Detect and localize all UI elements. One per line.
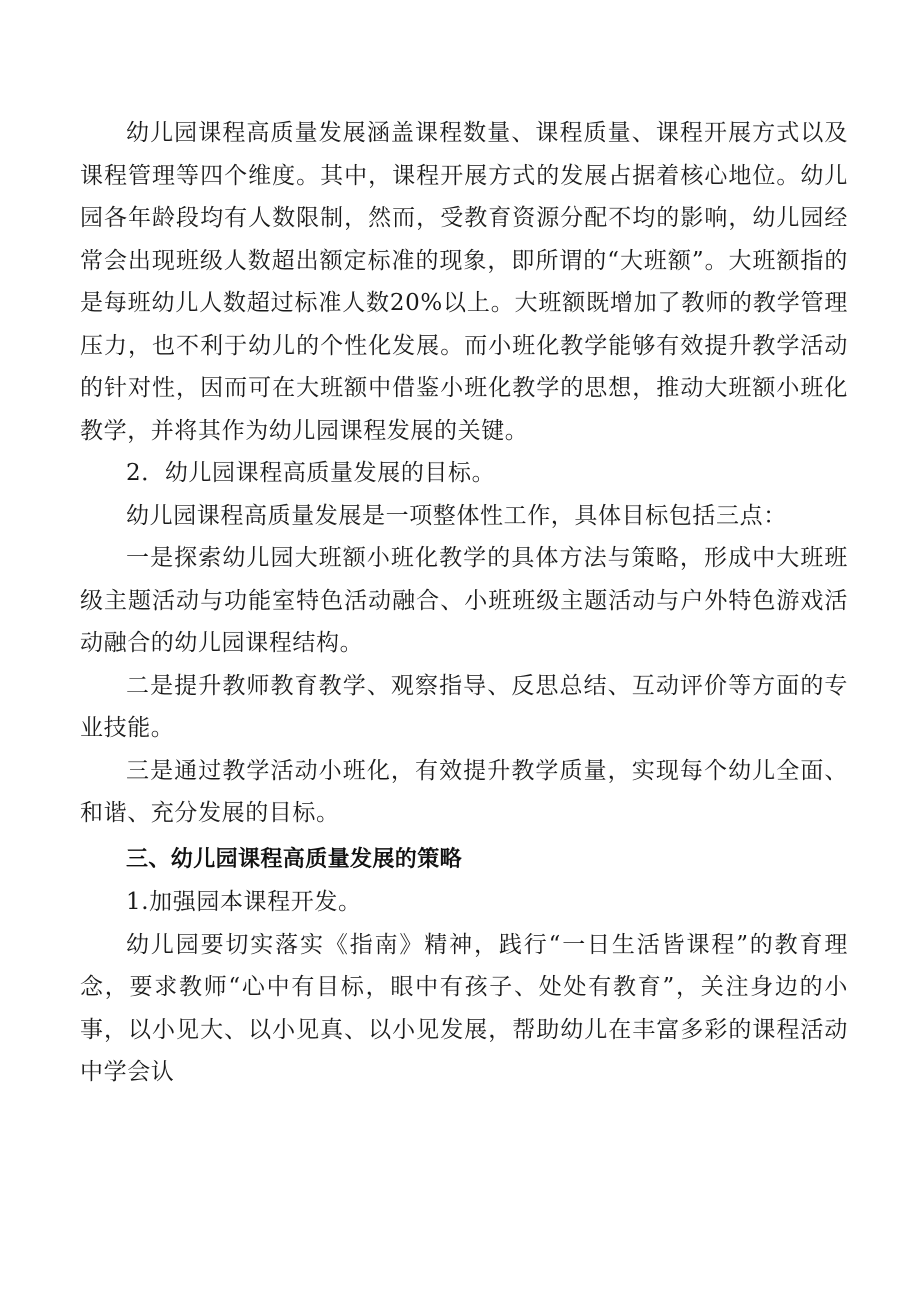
paragraph-strategy-one-body: 幼儿园要切实落实《指南》精神，践行“一日生活皆课程”的教育理念，要求教师“心中有目标，眼中有孩子、处处有教育”，关注身边的小事，以小见大、以小见真、以小见发展，帮助幼儿在丰富多彩的课程活动中学会认 xyxy=(80,931,848,1085)
document-body xyxy=(80,112,848,1094)
paragraph-goal-three: 三是通过教学活动小班化，有效提升教学质量，实现每个幼儿全面、和谐、充分发展的目标。 xyxy=(80,757,848,826)
paragraph-goal-one: 一是探索幼儿园大班额小班化教学的具体方法与策略，形成中大班班级主题活动与功能室特色活动融合、小班班级主题活动与户外特色游戏活动融合的幼儿园课程结构。 xyxy=(80,545,848,656)
paragraph-goals-title: 2．幼儿园课程高质量发展的目标。 xyxy=(126,460,496,486)
paragraph-strategy-one-title: 1.加强园本课程开发。 xyxy=(126,889,362,915)
paragraph-goal-two: 二是提升教师教育教学、观察指导、反思总结、互动评价等方面的专业技能。 xyxy=(80,672,848,741)
section-heading-strategies: 三、幼儿园课程高质量发展的策略 xyxy=(126,846,463,872)
paragraph-goals-intro: 幼儿园课程高质量发展是一项整体性工作，具体目标包括三点： xyxy=(126,502,787,529)
paragraph-course-dimensions: 幼儿园课程高质量发展涵盖课程数量、课程质量、课程开展方式以及课程管理等四个维度。其中，课程开展方式的发展占据着核心地位。幼儿园各年龄段均有人数限制，然而，受教育资源分配不均的影响，幼儿园经常会出现班级人数超出额定标准的现象，即所谓的“大班额”。大班额指的是每班幼儿人数超过标准人数20%以上。大班额既增加了教师的教学管理压力，也不利于幼儿的个性化发展。而小班化教学能够有效提升教学活动的针对性，因而可在大班额中借鉴小班化教学的思想，推动大班额小班化教学，并将其作为幼儿园课程发展的关键。 xyxy=(80,120,848,444)
